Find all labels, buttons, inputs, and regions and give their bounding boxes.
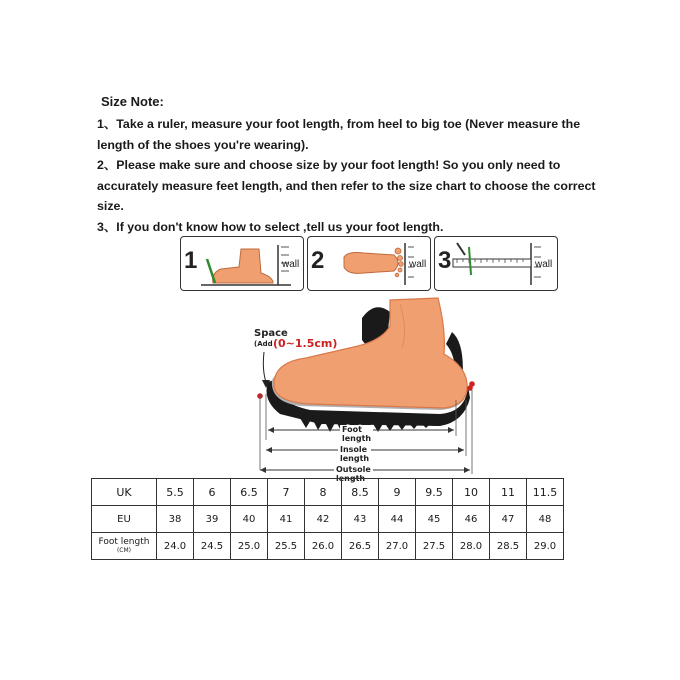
step-3-wall-label: wall	[535, 259, 553, 270]
uk-cell: 7	[268, 479, 305, 506]
foot-length-label: Foot length	[342, 425, 372, 443]
step-3-panel	[434, 236, 558, 291]
note-line-2: 2、Please make sure and choose size by your foot length! So you only need to accurately measure feet length, and then refer to the size chart to choose the correct size.	[97, 158, 596, 213]
eu-cell: 45	[416, 506, 453, 533]
space-range-label: (0~1.5cm)	[273, 337, 338, 350]
uk-cell: 6	[194, 479, 231, 506]
foot-length-cell: 25.0	[231, 533, 268, 560]
uk-cell: 11.5	[527, 479, 564, 506]
eu-cell: 43	[342, 506, 379, 533]
step-1-number: 1	[184, 247, 198, 274]
foot-length-header	[92, 533, 157, 560]
foot-length-cell: 28.5	[490, 533, 527, 560]
eu-cell: 40	[231, 506, 268, 533]
uk-cell: 10	[453, 479, 490, 506]
step-2-wall-label: wall	[409, 259, 427, 270]
foot-length-header-label: Foot length	[98, 537, 150, 547]
insole-length-label: Insole length	[340, 445, 370, 463]
foot-length-cell: 24.0	[157, 533, 194, 560]
eu-cell: 44	[379, 506, 416, 533]
eu-cell: 48	[527, 506, 564, 533]
eu-cell: 39	[194, 506, 231, 533]
foot-length-cell: 27.0	[379, 533, 416, 560]
uk-cell: 6.5	[231, 479, 268, 506]
size-notes	[97, 94, 597, 237]
uk-cell: 5.5	[157, 479, 194, 506]
uk-cell: 9.5	[416, 479, 453, 506]
outsole-length-label: Outsole length	[336, 465, 371, 483]
uk-header: UK	[92, 479, 157, 506]
foot-length-cell: 24.5	[194, 533, 231, 560]
foot-length-row	[92, 533, 564, 560]
foot-length-header-unit: (CM)	[116, 547, 132, 554]
eu-row	[92, 506, 564, 533]
step-3-number: 3	[438, 247, 452, 274]
step-2-number: 2	[311, 247, 325, 274]
step-1-panel	[180, 236, 304, 291]
eu-cell: 46	[453, 506, 490, 533]
step-2-panel	[307, 236, 431, 291]
uk-cell: 11	[490, 479, 527, 506]
foot-length-cell: 26.0	[305, 533, 342, 560]
eu-cell: 38	[157, 506, 194, 533]
size-chart-table	[91, 478, 564, 560]
note-line-3: 3、If you don't know how to select ,tell us your foot length.	[97, 219, 444, 234]
foot-length-cell: 29.0	[527, 533, 564, 560]
note-line-1: 1、Take a ruler, measure your foot length, from heel to big toe (Never measure the length of the shoes you're wearing).	[97, 117, 581, 152]
step-1-wall-label: wall	[282, 259, 300, 270]
eu-cell: 42	[305, 506, 342, 533]
eu-header: EU	[92, 506, 157, 533]
size-note-title: Size Note:	[101, 94, 164, 109]
uk-cell: 9	[379, 479, 416, 506]
space-add-label: (Add	[254, 340, 273, 348]
space-label: Space	[254, 328, 288, 339]
uk-cell: 8.5	[342, 479, 379, 506]
foot-length-cell: 26.5	[342, 533, 379, 560]
foot-length-cell: 28.0	[453, 533, 490, 560]
uk-row	[92, 479, 564, 506]
foot-length-cell: 27.5	[416, 533, 453, 560]
foot-length-cell: 25.5	[268, 533, 305, 560]
uk-cell: 8	[305, 479, 342, 506]
measurement-steps	[180, 236, 560, 291]
eu-cell: 41	[268, 506, 305, 533]
eu-cell: 47	[490, 506, 527, 533]
